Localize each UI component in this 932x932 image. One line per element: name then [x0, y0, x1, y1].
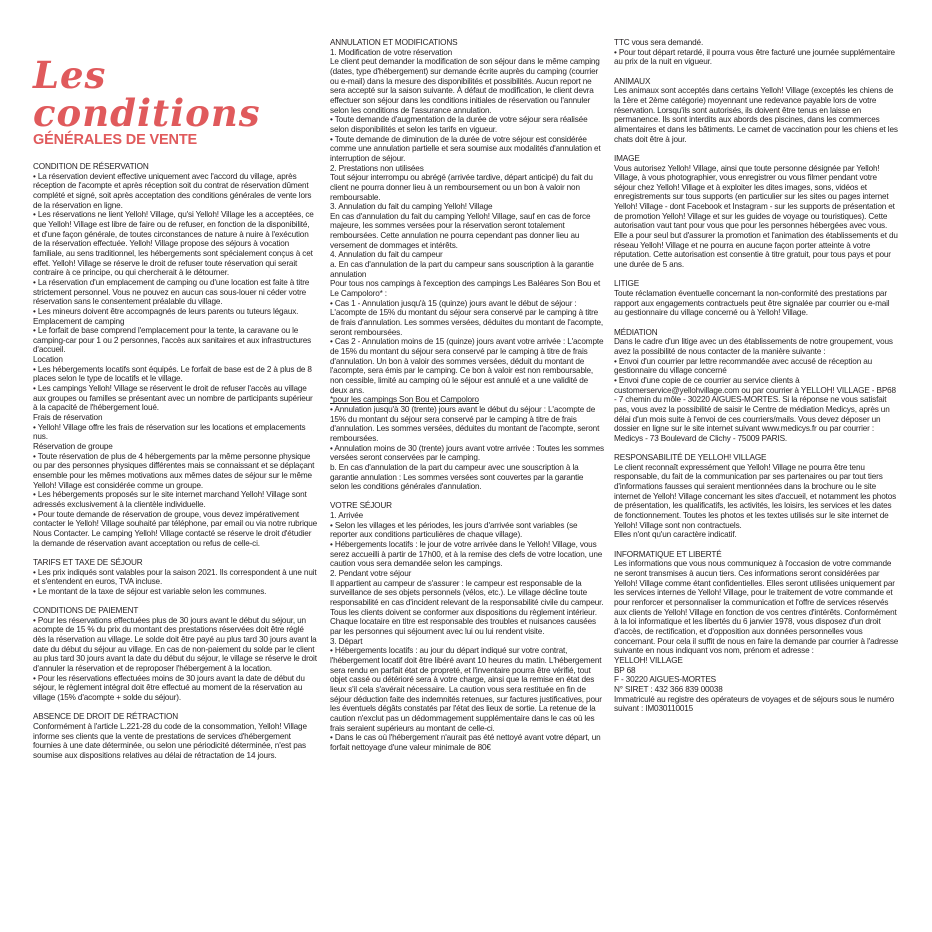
- paragraph: • Pour les réservations effectuées moins de 30 jours avant la date de début du séjour, le règlement intégral doit être effectué au moment de la réservation au village (15% d'acompte + solde du séjour).: [33, 673, 305, 703]
- section: [33, 712, 318, 760]
- section: [614, 38, 899, 67]
- paragraph: b. En cas d'annulation de la part du campeur avec une souscription à la garantie annulation : Les sommes versées sont couvertes par la garantie selon les conditions générales d'annulation.: [330, 462, 584, 492]
- paragraph: • Toute demande d'augmentation de la durée de votre séjour sera réalisée selon disponibilités et selon les tarifs en vigueur.: [330, 115, 588, 134]
- paragraph: • Les hébergements proposés sur le site internet marchand Yelloh! Village sont adressés exclusivement à la clientèle individuelle.: [33, 490, 307, 509]
- paragraph: Les informations que vous nous communiquez à l'occasion de votre commande ne seront transmises à aucun tiers. Ces informations seront considérées par Yelloh! Village comme étant confidentielles. Elles seront utilisées uniquement par les services internes de Yelloh! Village, pour le traitement de votre commande et pour renforcer et personnaliser la communication et l'offre de services réservés aux clients de Yelloh! Village en fonction de vos centres d'intérêts. Conformément à la loi informatique et les libertés du 6 janvier 1978, vous disposez d'un droit d'accès, de rectification, et d'opposition aux données personnelles vous concernant. Pour cela il suffit de nous en faire la demande par courrier à l'adresse suivante en nous indiquant vos nom, prénom et adresse :: [614, 559, 899, 656]
- paragraph: • Cas 2 - Annulation moins de 15 (quinze) jours avant votre arrivée : L'acompte de 15% du montant du séjour sera conservé par le camping à titre de frais d'annulation. Un bon à valoir des sommes versées, déduit du montant de l'acompte, sera émis par le camping. Ce bon à valoir est non remboursable, non cessible, limité au camping où le séjour est annulé et a une validité de deux ans.: [330, 337, 604, 395]
- paragraph: Immatriculé au registre des opérateurs de voyages et de séjours sous le numéro suivant : IM030110015: [614, 694, 895, 714]
- paragraph: BP 68: [614, 665, 636, 675]
- paragraph: Frais de réservation: [33, 413, 103, 423]
- section: [33, 558, 318, 597]
- paragraph: • Toute demande de diminution de la durée de votre séjour est considérée comme une annulation partielle et sera soumise aux modalités d'annulation et interruption de séjour.: [330, 134, 601, 163]
- section: [33, 606, 318, 703]
- paragraph: *pour les campings Son Bou et Campoloro: [330, 395, 479, 405]
- paragraph: • Les campings Yelloh! Village se réservent le droit de refuser l'accès au village aux groupes ou familles se présentant avec un nombre de participants supérieur à la capacité de l'hébergement loué.: [33, 384, 313, 413]
- paragraph: • Pour tout départ retardé, il pourra vous être facturé une journée supplémentaire au prix de la nuit en vigueur.: [614, 47, 895, 67]
- paragraph: 4. Annulation du fait du campeur: [330, 250, 443, 260]
- section: [614, 279, 899, 318]
- section-heading: CONDITION DE RÉSERVATION: [33, 162, 149, 171]
- paragraph: • Le montant de la taxe de séjour est variable selon les communes.: [33, 586, 267, 596]
- paragraph: Location: [33, 355, 63, 365]
- paragraph: Le client reconnaît expressément que Yelloh! Village ne pourra être tenu responsable, du fait de la communication par ses partenaires ou par tout tiers d'informations fausses qui seraient mentionnées dans la brochure ou le site internet de Yelloh! Village concernant les sites d'accueil, et notamment les photos de présentation, les qualificatifs, les activités, les loisirs, les services et les dates de fonctionnement. Toutes les photos et les textes utilisés sur le site internet de Yelloh! Village sont non contractuels.: [614, 462, 897, 530]
- paragraph: 1. Modification de votre réservation: [330, 47, 453, 57]
- paragraph: a. En cas d'annulation de la part du campeur sans souscription à la garantie annulation: [330, 260, 594, 279]
- paragraph: Vous autorisez Yelloh! Village, ainsi que toute personne désignée par Yelloh! Village, à vous photographier, vous enregistrer ou vous filmer pendant votre séjour chez Yelloh! Village et à exploiter les dites images, sons, vidéos et enregistrements sur tous supports (en particulier sur les sites ou pages internet Yelloh! Village - dont Facebook et Instagram - sur les supports de présentation et de promotion Yelloh! Village et sur les guides de voyage ou touristiques). Cette autorisation vaut tant pour vous que pour les personnes hébergées avec vous. Elle a pour seul but d'assurer la promotion et l'animation des établissements et du réseau Yelloh! Village et ne pourra en aucune façon porter atteinte à votre réputation. Cette autorisation est consentie à titre gratuit, pour tous pays et pour une durée de 5 ans.: [614, 163, 898, 270]
- paragraph: • Pour toute demande de réservation de groupe, vous devez impérativement contacter le Yelloh! Village souhaité par téléphone, par email ou via notre rubrique Nous Contacter. Le camping Yelloh! Village contacté se réserve le droit d'étudier la demande de réservation avant acceptation ou refus de celle-ci.: [33, 509, 318, 548]
- paragraph: TTC vous sera demandé.: [614, 38, 704, 47]
- paragraph: 2. Pendant votre séjour: [330, 569, 412, 579]
- section-heading: IMAGE: [614, 153, 640, 163]
- col3: [614, 38, 899, 723]
- section-heading: LITIGE: [614, 279, 640, 289]
- col1: [33, 53, 318, 770]
- paragraph: • Toute réservation de plus de 4 hébergements par la même personne physique ou par des personnes physiques différentes mais se connaissant et se déplaçant ensemble pour les mêmes motivations aux mêmes dates de séjour sur le même Yelloh! Village est considérée comme un groupe.: [33, 451, 315, 490]
- paragraph: • Yelloh! Village offre les frais de réservation sur les locations et emplacements nus.: [33, 422, 306, 442]
- paragraph: • Envoi d'un courrier par lettre recommandée avec accusé de réception au gestionnaire du village concerné: [614, 356, 873, 376]
- section: [614, 77, 899, 145]
- section-heading: ANNULATION ET MODIFICATIONS: [330, 38, 458, 47]
- paragraph: • La réservation devient effective uniquement avec l'accord du village, après réception de l'acompte et après réception soit du contrat de réservation dûment complété et signé, soit après acceptation des conditions générales de vente lors de la réservation en ligne.: [33, 171, 312, 210]
- paragraph: • La réservation d'un emplacement de camping ou d'une location est faite à titre strictement personnel. Vous ne pouvez en aucun cas sous-louer ni céder votre réservation sans le consentement préalable du village.: [33, 277, 310, 307]
- paragraph: Toute réclamation éventuelle concernant la non-conformité des prestations par rapport aux engagements contractuels peut être signalée par courrier ou e-mail au gestionnaire du village concerné ou à Yelloh! Village.: [614, 289, 890, 318]
- paragraph: 3. Départ: [330, 636, 363, 646]
- paragraph: N° SIRET : 432 366 839 00038: [614, 684, 723, 694]
- section-heading: ANIMAUX: [614, 76, 651, 86]
- section-heading: CONDITIONS DE PAIEMENT: [33, 606, 139, 616]
- page-title: Les conditions: [33, 53, 261, 135]
- section: [33, 162, 318, 548]
- section-heading: ABSENCE DE DROIT DE RÉTRACTION: [33, 712, 179, 722]
- paragraph: F - 30220 AIGUES-MORTES: [614, 675, 716, 685]
- paragraph: • Les hébergements locatifs sont équipés. Le forfait de base est de 2 à plus de 8 places selon le type de locatifs et le village.: [33, 364, 312, 384]
- section: [614, 453, 899, 540]
- section: [614, 328, 899, 444]
- section: [330, 501, 604, 752]
- section-heading: MÉDIATION: [614, 327, 658, 337]
- paragraph: • Les mineurs doivent être accompagnés de leurs parents ou tuteurs légaux.: [33, 306, 299, 316]
- paragraph: • Annulation jusqu'à 30 (trente) jours avant le début du séjour : L'acompte de 15% du montant du séjour sera conservé par le camping à titre de frais d'annulation. Les sommes versées, déduites du montant de l'acompte, seront remboursées.: [330, 404, 600, 443]
- paragraph: Le client peut demander la modification de son séjour dans le même camping (dates, type d'hébergement) sur demande écrite auprès du camping (courrier ou e-mail) dans la mesure des disponibilités et possibilités. Aucun report ne sera accepté sur la saison suivante. À défaut de modification, le client devra effectuer son séjour dans les conditions initiales de réservation ou l'annuler selon les conditions de l'assurance annulation.: [330, 57, 600, 115]
- paragraph: • Les réservations ne lient Yelloh! Village, qu'si Yelloh! Village les a acceptées, ce que Yelloh! Village est libre de faire ou de refuser, en fonction de la disponibilité, et d'une façon générale, de toutes circonstances de nature à nuire à l'exécution de la réservation effectuée. Yelloh! Village propose des séjours à vocation familiale, au sens traditionnel, les hébergements sont spécialement conçus à cet effet. Yelloh! Village se réserve le droit de refuser toute réservation qui serait contraire à ce principe, ou qui chercherait à le détourner.: [33, 210, 314, 278]
- paragraph: Réservation de groupe: [33, 442, 113, 452]
- paragraph: • Selon les villages et les périodes, les jours d'arrivée sont variables (se reporter aux conditions particulières de chaque village).: [330, 520, 578, 540]
- paragraph: • Envoi d'une copie de ce courrier au service clients à customerservice@yellohvillage.com ou par courrier à YELLOH! VILLAGE - BP68 - 7 chemin du môle - 30220 AIGUES-MORTES. Si la réponse ne vous satisfait pas, vous avez la possibilité de saisir le Centre de médiation Medicys, après un délai d'un mois suite à l'envoi de ces courriers/mails. Vous devez déposer un dossier en ligne sur le site internet suivant www.medicys.fr ou par courrier : Medicys - 73 Boulevard de Clichy - 75009 PARIS.: [614, 375, 896, 443]
- paragraph: YELLOH! VILLAGE: [614, 655, 683, 665]
- section: [614, 550, 899, 714]
- paragraph: • Dans le cas où l'hébergement n'aurait pas été nettoyé avant votre départ, un forfait nettoyage d'une valeur minimale de 80€: [330, 733, 601, 752]
- paragraph: • Pour les réservations effectuées plus de 30 jours avant le début du séjour, un acompte de 15 % du prix du montant des prestations réservées doit être réglé dès la réservation au village. Le solde doit être payé au plus tard 30 jours avant la date du début du séjour au village. En cas de non-paiement du solde par le client au plus tard 30 jours avant la date du début du séjour, le village se réserve le droit d'annuler la réservation et de reproposer l'hébergement à la location.: [33, 615, 317, 674]
- paragraph: • Cas 1 - Annulation jusqu'à 15 (quinze) jours avant le début de séjour : L'acompte de 15% du montant du séjour sera conservé par le camping à titre de frais d'annulation. Les sommes versées, déduites du montant de l'acompte, seront remboursées.: [330, 298, 603, 337]
- paragraph: Conformément à l'article L.221-28 du code de la consommation, Yelloh! Village informe ses clients que la vente de prestations de services d'hébergement fournies à une date déterminée, ou selon une périodicité déterminée, n'est pas soumise aux dispositions relatives au délai de rétractation de 14 jours.: [33, 722, 307, 760]
- paragraph: Emplacement de camping: [33, 316, 125, 326]
- paragraph: Dans le cadre d'un litige avec un des établissements de notre groupement, vous avez la possibilité de nous contacter de la manière suivante :: [614, 337, 893, 356]
- paragraph: • Les prix indiqués sont valables pour la saison 2021. Ils correspondent à une nuit et s'entendent en euros, TVA incluse.: [33, 567, 317, 587]
- paragraph: • Le forfait de base comprend l'emplacement pour la tente, la caravane ou le camping-car pour 1 ou 2 personnes, l'accès aux sanitaires et aux infrastructures d'accueil.: [33, 326, 312, 355]
- paragraph: • Hébergements locatifs : au jour du départ indiqué sur votre contrat, l'hébergement locatif doit être libéré avant 10 heures du matin. L'hébergement sera rendu en parfait état de propreté, et l'inventaire pourra être vérifié, tout objet cassé ou détérioré sera à votre charge, ainsi que la remise en état des lieux s'il cela s'avérait nécessaire. La caution vous sera restituée en fin de séjour déduction faite des indemnités retenues, sur factures justificatives, pour les éventuels dégâts constatés par l'état des lieux de sortie. La retenue de la caution n'exclut pas un dédommagement supplémentaire dans le cas où les frais seraient supérieurs au montant de celle-ci.: [330, 646, 602, 733]
- paragraph: • Hébergements locatifs : le jour de votre arrivée dans le Yelloh! Village, vous serez accueilli à partir de 17h00, et à la remise des clefs de votre location, une caution vous sera demandée selon les campings.: [330, 540, 603, 569]
- section: [330, 38, 604, 492]
- paragraph: Elles n'ont qu'un caractère indicatif.: [614, 530, 737, 540]
- paragraph: Il appartient au campeur de s'assurer : le campeur est responsable de la surveillance de ses objets personnels (vélos, etc.). Le village décline toute responsabilité en cas d'incident relevant de la responsabilité civile du campeur. Tous les clients doivent se conformer aux dispositions du règlement intérieur. Chaque locataire en titre est responsable des troubles et nuisances causées par les personnes qui séjournent avec lui ou lui rendent visite.: [330, 578, 604, 637]
- section: [614, 154, 899, 270]
- paragraph: Tout séjour interrompu ou abrégé (arrivée tardive, départ anticipé) du fait du client ne pourra donner lieu à un remboursement ou un bon à valoir non remboursable.: [330, 173, 593, 202]
- paragraph: Pour tous nos campings à l'exception des campings Les Baléares Son Bou et Le Campoloro* :: [330, 279, 601, 299]
- paragraph: 2. Prestations non utilisées: [330, 163, 424, 173]
- col2: [330, 38, 604, 762]
- section-heading: RESPONSABILITÉ DE YELLOH! VILLAGE: [614, 453, 767, 463]
- page-subtitle: GÉNÉRALES DE VENTE: [33, 132, 198, 148]
- paragraph: En cas d'annulation du fait du camping Yelloh! Village, sauf en cas de force majeure, les sommes versées pour la réservation seront totalement remboursées. Cette annulation ne pourra cependant pas donner lieu au versement de dommages et intérêts.: [330, 211, 591, 250]
- paragraph: 3. Annulation du fait du camping Yelloh! Village: [330, 202, 493, 212]
- section-heading: VOTRE SÉJOUR: [330, 501, 392, 511]
- section-heading: TARIFS ET TAXE DE SÉJOUR: [33, 557, 143, 567]
- paragraph: • Annulation moins de 30 (trente) jours avant votre arrivée : Toutes les sommes versées seront conservées par le camping.: [330, 443, 604, 463]
- section-heading: INFORMATIQUE ET LIBERTÉ: [614, 549, 722, 559]
- paragraph: Les animaux sont acceptés dans certains Yelloh! Village (exceptés les chiens de la 1ère et 2ème catégorie) moyennant une redevance payable lors de votre réservation. Lorsqu'ils sont autorisés, ils doivent être tenus en laisse en permanence. Ils sont interdits aux abords des piscines, dans les commerces alimentaires et dans les bâtiments. Le carnet de vaccination pour les chiens et les chats doit être à jour.: [614, 86, 898, 144]
- paragraph: 1. Arrivée: [330, 511, 364, 521]
